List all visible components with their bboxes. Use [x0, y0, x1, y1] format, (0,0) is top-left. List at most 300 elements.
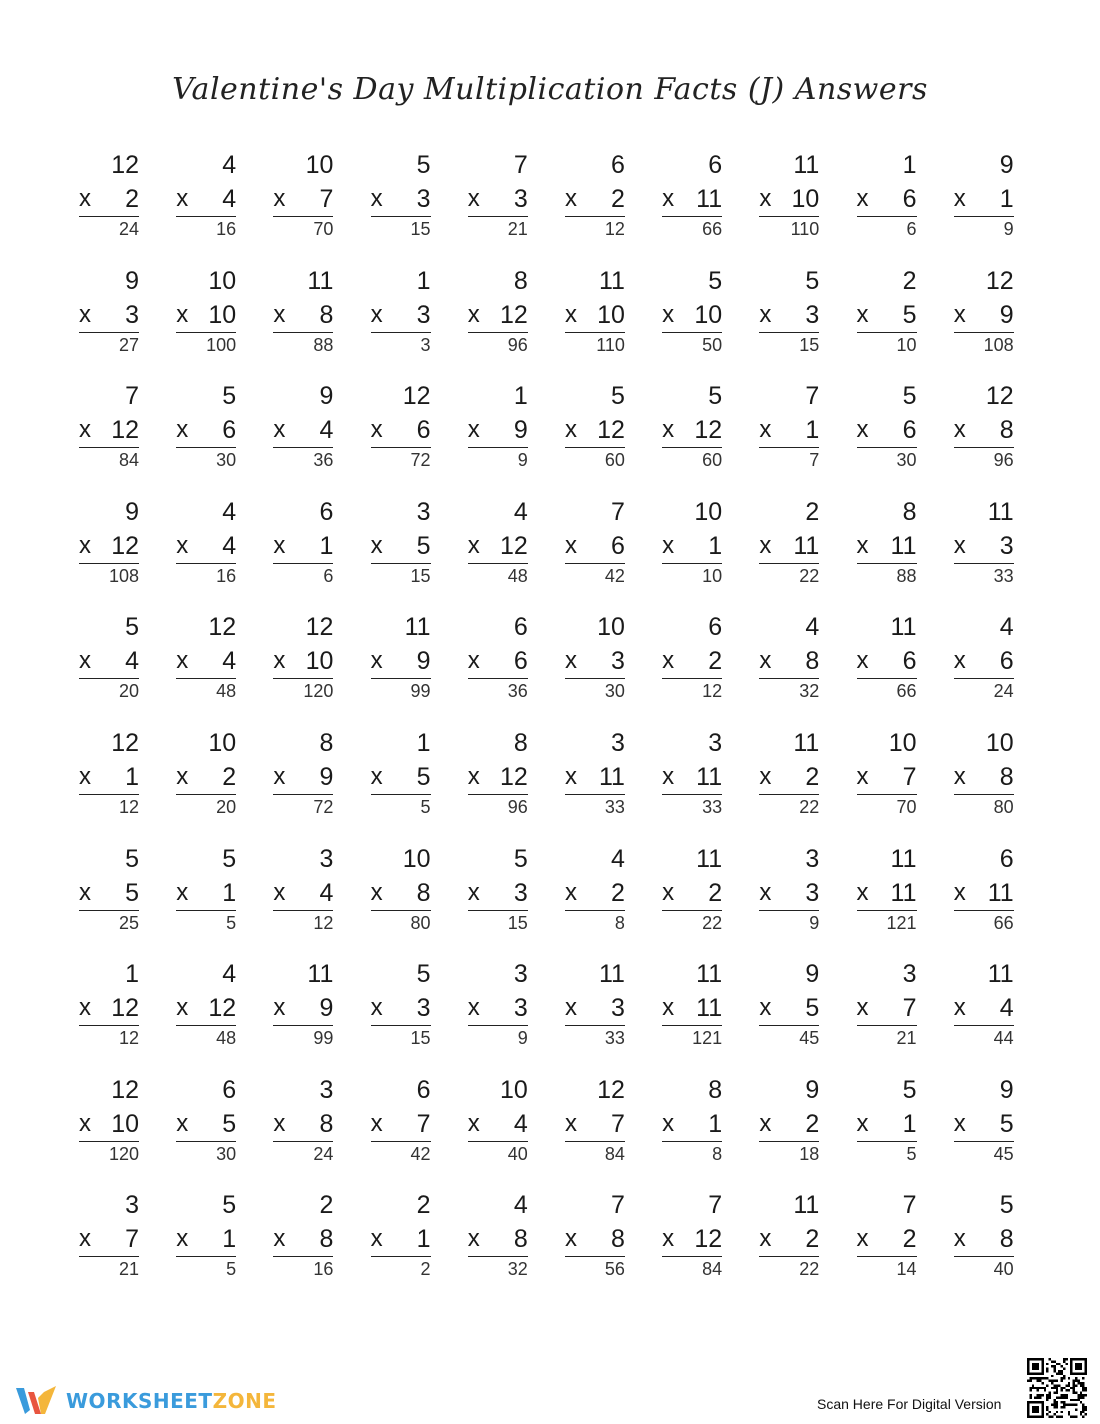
answer: 80 — [410, 912, 431, 933]
problem-grid — [79, 150, 1014, 1306]
multiplicand: 5 — [222, 844, 237, 873]
times-sign: x — [176, 1109, 189, 1137]
answer-line — [565, 216, 625, 217]
problem-70 — [954, 844, 1014, 944]
answer-line — [954, 447, 1014, 448]
multiplicand: 6 — [708, 151, 723, 179]
multiplier: 4 — [319, 416, 334, 445]
answer: 22 — [702, 912, 723, 933]
multiplicand: 5 — [416, 960, 431, 989]
answer-line — [371, 1141, 431, 1142]
multiplier: 12 — [111, 531, 139, 560]
times-sign: x — [273, 300, 286, 328]
times-sign: x — [662, 1109, 675, 1137]
brand-part1: WORKSHEET — [66, 1389, 213, 1413]
problem-37 — [662, 497, 722, 597]
answer-line — [176, 910, 236, 911]
answer: 12 — [118, 1028, 139, 1049]
times-sign: x — [564, 300, 577, 328]
answer-line — [954, 1141, 1014, 1142]
answer: 22 — [799, 565, 820, 586]
answer-line — [857, 216, 917, 217]
multiplicand: 4 — [513, 497, 528, 526]
answer-line — [565, 678, 625, 679]
answer-line — [371, 447, 431, 448]
times-sign: x — [176, 300, 189, 328]
answer: 96 — [993, 450, 1014, 471]
answer-line — [954, 332, 1014, 333]
problem-93 — [273, 1190, 333, 1290]
answer-line — [176, 447, 236, 448]
multiplier: 12 — [694, 1225, 723, 1254]
answer-line — [371, 332, 431, 333]
times-sign: x — [759, 762, 772, 790]
answer: 32 — [799, 681, 820, 702]
multiplicand: 6 — [319, 497, 334, 526]
multiplier: 3 — [416, 185, 431, 213]
problem-12 — [176, 266, 236, 366]
times-sign: x — [564, 762, 577, 790]
answer: 48 — [507, 565, 528, 586]
multiplier: 4 — [999, 994, 1014, 1023]
times-sign: x — [953, 647, 966, 675]
times-sign: x — [370, 531, 383, 559]
answer-line — [468, 447, 528, 448]
multiplicand: 5 — [708, 266, 723, 295]
answer: 45 — [993, 1143, 1014, 1164]
multiplier: 10 — [791, 185, 820, 213]
answer-line — [857, 563, 917, 564]
problem-27 — [662, 381, 722, 481]
answer: 30 — [216, 1143, 237, 1164]
multiplicand: 10 — [694, 497, 723, 526]
answer: 33 — [604, 796, 625, 817]
problem-17 — [662, 266, 722, 366]
answer: 16 — [313, 1259, 334, 1280]
answer-line — [79, 910, 139, 911]
multiplier: 2 — [125, 185, 139, 213]
multiplier: 2 — [708, 878, 723, 907]
multiplier: 9 — [999, 300, 1014, 329]
times-sign: x — [273, 1225, 286, 1253]
multiplicand: 12 — [111, 151, 139, 179]
problem-28 — [759, 381, 819, 481]
multiplier: 3 — [999, 531, 1014, 560]
answer-line — [662, 1141, 722, 1142]
multiplier: 3 — [611, 647, 625, 676]
multiplier: 4 — [222, 647, 237, 676]
multiplicand: 9 — [125, 266, 139, 295]
answer-line — [468, 1025, 528, 1026]
multiplicand: 6 — [513, 613, 528, 642]
answer: 44 — [993, 1028, 1014, 1049]
multiplicand: 12 — [305, 613, 334, 642]
problem-100 — [954, 1190, 1014, 1290]
problem-57 — [662, 728, 722, 828]
times-sign: x — [759, 994, 772, 1022]
multiplicand: 10 — [208, 266, 237, 295]
worksheetzone-logo[interactable] — [14, 1384, 276, 1418]
problem-91 — [79, 1190, 139, 1290]
answer-line — [79, 1256, 139, 1257]
answer-line — [662, 678, 722, 679]
answer-line — [468, 332, 528, 333]
multiplier: 12 — [597, 416, 625, 445]
problem-58 — [759, 728, 819, 828]
multiplicand: 11 — [598, 266, 625, 295]
multiplicand: 1 — [513, 382, 528, 411]
problem-5 — [468, 150, 528, 250]
multiplicand: 2 — [805, 497, 820, 526]
times-sign: x — [467, 185, 480, 212]
times-sign: x — [176, 878, 189, 906]
answer-line — [273, 332, 333, 333]
answer-line — [759, 216, 819, 217]
answer: 66 — [896, 681, 917, 702]
multiplier: 7 — [902, 994, 917, 1023]
answer: 45 — [799, 1028, 820, 1049]
multiplicand: 7 — [611, 1191, 625, 1220]
problem-11 — [79, 266, 139, 366]
answer-line — [79, 1141, 139, 1142]
times-sign: x — [467, 416, 480, 444]
answer-line — [857, 332, 917, 333]
answer: 15 — [410, 565, 431, 586]
multiplicand: 3 — [125, 1191, 139, 1220]
multiplier: 5 — [125, 878, 139, 907]
answer: 5 — [226, 912, 237, 933]
problem-68 — [759, 844, 819, 944]
problem-51 — [79, 728, 139, 828]
answer-line — [857, 678, 917, 679]
answer: 24 — [313, 1143, 334, 1164]
times-sign: x — [79, 1109, 91, 1137]
multiplier: 1 — [319, 531, 334, 560]
times-sign: x — [467, 1109, 480, 1137]
multiplier: 11 — [696, 994, 723, 1023]
answer: 25 — [118, 912, 139, 933]
times-sign: x — [176, 185, 189, 212]
multiplier: 8 — [999, 762, 1014, 791]
problem-75 — [468, 959, 528, 1059]
multiplier: 6 — [222, 416, 237, 445]
multiplier: 5 — [999, 1109, 1014, 1138]
times-sign: x — [564, 531, 577, 559]
multiplier: 5 — [902, 300, 917, 329]
multiplicand: 12 — [111, 728, 139, 757]
problem-22 — [176, 381, 236, 481]
times-sign: x — [79, 416, 91, 444]
times-sign: x — [564, 878, 577, 906]
answer-line — [662, 563, 722, 564]
multiplicand: 5 — [513, 844, 528, 873]
problem-56 — [565, 728, 625, 828]
answer: 24 — [118, 219, 139, 239]
multiplier: 8 — [319, 1109, 334, 1138]
answer-line — [759, 563, 819, 564]
answer-line — [176, 794, 236, 795]
multiplicand: 5 — [222, 1191, 237, 1220]
times-sign: x — [273, 185, 286, 212]
multiplier: 8 — [319, 300, 334, 329]
answer-line — [371, 678, 431, 679]
multiplicand: 8 — [513, 266, 528, 295]
multiplicand: 11 — [793, 1191, 820, 1220]
multiplicand: 7 — [805, 382, 820, 411]
answer-line — [79, 447, 139, 448]
problem-80 — [954, 959, 1014, 1059]
multiplier: 6 — [513, 647, 528, 676]
answer: 6 — [323, 565, 334, 586]
times-sign: x — [856, 531, 869, 559]
times-sign: x — [953, 185, 966, 212]
problem-19 — [857, 266, 917, 366]
answer-line — [857, 1256, 917, 1257]
answer: 66 — [993, 912, 1014, 933]
times-sign: x — [953, 300, 966, 328]
multiplicand: 12 — [208, 613, 237, 642]
answer: 30 — [896, 450, 917, 471]
multiplier: 2 — [805, 1225, 820, 1254]
multiplier: 12 — [499, 762, 528, 791]
answer-line — [857, 794, 917, 795]
multiplicand: 11 — [890, 844, 917, 873]
multiplicand: 12 — [111, 1075, 139, 1104]
scan-caption: Scan Here For Digital Version — [817, 1396, 1002, 1412]
multiplier: 2 — [805, 1109, 820, 1138]
times-sign: x — [662, 531, 675, 559]
problem-10 — [954, 150, 1014, 250]
problem-65 — [468, 844, 528, 944]
answer-line — [759, 447, 819, 448]
multiplier: 11 — [890, 531, 917, 560]
times-sign: x — [564, 416, 577, 444]
answer-line — [954, 216, 1014, 217]
multiplier: 11 — [696, 185, 723, 213]
multiplicand: 3 — [319, 844, 334, 873]
times-sign: x — [273, 762, 286, 790]
multiplicand: 11 — [987, 960, 1014, 989]
times-sign: x — [79, 1225, 91, 1253]
times-sign: x — [662, 994, 675, 1022]
multiplicand: 3 — [611, 728, 625, 757]
multiplier: 3 — [805, 878, 820, 907]
answer-line — [273, 794, 333, 795]
times-sign: x — [759, 531, 772, 559]
multiplicand: 3 — [513, 960, 528, 989]
multiplicand: 7 — [902, 1191, 917, 1220]
problem-43 — [273, 612, 333, 712]
problem-54 — [371, 728, 431, 828]
problem-87 — [662, 1075, 722, 1175]
multiplicand: 8 — [513, 728, 528, 757]
answer-line — [176, 1141, 236, 1142]
times-sign: x — [370, 185, 383, 212]
times-sign: x — [953, 762, 966, 790]
times-sign: x — [79, 647, 91, 675]
answer: 9 — [517, 1028, 528, 1049]
answer-line — [759, 678, 819, 679]
multiplier: 3 — [513, 185, 528, 213]
multiplier: 10 — [305, 647, 334, 676]
problem-69 — [857, 844, 917, 944]
multiplicand: 7 — [611, 497, 625, 526]
answer: 33 — [993, 565, 1014, 586]
answer-line — [759, 1141, 819, 1142]
answer: 12 — [313, 912, 334, 933]
answer: 10 — [702, 565, 723, 586]
answer: 110 — [596, 334, 625, 355]
answer-line — [759, 910, 819, 911]
times-sign: x — [856, 994, 869, 1022]
times-sign: x — [370, 762, 383, 790]
answer: 21 — [118, 1259, 139, 1280]
answer-line — [371, 216, 431, 217]
multiplicand: 4 — [805, 613, 820, 642]
brand-part2: ZONE — [212, 1389, 277, 1413]
times-sign: x — [759, 1109, 772, 1137]
multiplier: 5 — [805, 994, 820, 1023]
answer: 24 — [993, 681, 1014, 702]
multiplier: 12 — [499, 531, 528, 560]
problem-62 — [176, 844, 236, 944]
answer: 100 — [206, 334, 237, 355]
multiplier: 3 — [513, 994, 528, 1023]
problem-92 — [176, 1190, 236, 1290]
multiplicand: 4 — [999, 613, 1014, 642]
multiplier: 10 — [694, 300, 723, 329]
answer: 2 — [420, 1259, 431, 1280]
problem-31 — [79, 497, 139, 597]
answer-line — [468, 910, 528, 911]
multiplier: 1 — [125, 762, 139, 791]
multiplicand: 3 — [902, 960, 917, 989]
answer: 6 — [906, 219, 917, 239]
answer: 9 — [1003, 219, 1014, 239]
multiplicand: 10 — [888, 728, 917, 757]
answer: 40 — [507, 1143, 528, 1164]
times-sign: x — [79, 300, 91, 328]
problem-15 — [468, 266, 528, 366]
multiplier: 2 — [805, 762, 820, 791]
times-sign: x — [467, 647, 480, 675]
answer: 50 — [702, 334, 723, 355]
times-sign: x — [273, 878, 286, 906]
multiplicand: 10 — [402, 844, 431, 873]
answer-line — [662, 794, 722, 795]
answer: 20 — [216, 796, 237, 817]
times-sign: x — [370, 647, 383, 675]
multiplicand: 3 — [416, 497, 431, 526]
answer-line — [565, 910, 625, 911]
problem-35 — [468, 497, 528, 597]
times-sign: x — [662, 300, 675, 328]
answer: 32 — [507, 1259, 528, 1280]
multiplier: 7 — [319, 185, 334, 213]
multiplier: 10 — [208, 300, 237, 329]
multiplicand: 12 — [985, 266, 1014, 295]
problem-14 — [371, 266, 431, 366]
multiplier: 2 — [611, 878, 625, 907]
answer-line — [759, 332, 819, 333]
multiplier: 2 — [902, 1225, 917, 1254]
answer: 84 — [118, 450, 139, 471]
answer: 42 — [604, 565, 625, 586]
multiplier: 1 — [222, 878, 237, 907]
multiplicand: 2 — [416, 1191, 431, 1220]
answer: 96 — [507, 334, 528, 355]
problem-42 — [176, 612, 236, 712]
qr-code-icon[interactable] — [1027, 1358, 1087, 1418]
multiplicand: 12 — [985, 382, 1014, 411]
times-sign: x — [564, 1109, 577, 1137]
problem-48 — [759, 612, 819, 712]
answer-line — [176, 1256, 236, 1257]
multiplier: 10 — [111, 1109, 139, 1138]
multiplier: 8 — [999, 416, 1014, 445]
multiplicand: 11 — [404, 613, 431, 642]
problem-72 — [176, 959, 236, 1059]
times-sign: x — [953, 1225, 966, 1253]
times-sign: x — [856, 300, 869, 328]
answer-line — [79, 216, 139, 217]
problem-64 — [371, 844, 431, 944]
problem-45 — [468, 612, 528, 712]
answer: 80 — [993, 796, 1014, 817]
answer-line — [954, 910, 1014, 911]
answer-line — [857, 1141, 917, 1142]
answer-line — [79, 678, 139, 679]
answer-line — [565, 332, 625, 333]
multiplier: 8 — [805, 647, 820, 676]
multiplicand: 9 — [999, 1075, 1014, 1104]
multiplicand: 9 — [125, 497, 139, 526]
multiplicand: 5 — [999, 1191, 1014, 1220]
times-sign: x — [759, 185, 772, 212]
multiplicand: 12 — [402, 382, 431, 411]
times-sign: x — [856, 878, 869, 906]
answer: 36 — [507, 681, 528, 702]
answer-line — [176, 678, 236, 679]
multiplier: 8 — [416, 878, 431, 907]
multiplier: 2 — [222, 762, 237, 791]
times-sign: x — [273, 994, 286, 1022]
answer: 8 — [614, 912, 625, 933]
answer: 27 — [118, 334, 139, 355]
times-sign: x — [662, 647, 675, 675]
multiplier: 11 — [793, 531, 820, 560]
answer: 48 — [216, 1028, 237, 1049]
answer: 72 — [410, 450, 431, 471]
answer: 5 — [420, 796, 431, 817]
problem-24 — [371, 381, 431, 481]
times-sign: x — [856, 185, 869, 212]
problem-34 — [371, 497, 431, 597]
problem-73 — [273, 959, 333, 1059]
times-sign: x — [176, 416, 189, 444]
answer-line — [176, 216, 236, 217]
multiplicand: 11 — [793, 151, 820, 179]
answer: 10 — [896, 334, 917, 355]
multiplier: 2 — [611, 185, 625, 213]
answer-line — [176, 1025, 236, 1026]
answer-line — [565, 447, 625, 448]
multiplier: 7 — [416, 1109, 431, 1138]
answer-line — [371, 1025, 431, 1026]
problem-26 — [565, 381, 625, 481]
multiplicand: 12 — [597, 1075, 625, 1104]
times-sign: x — [953, 1109, 966, 1137]
